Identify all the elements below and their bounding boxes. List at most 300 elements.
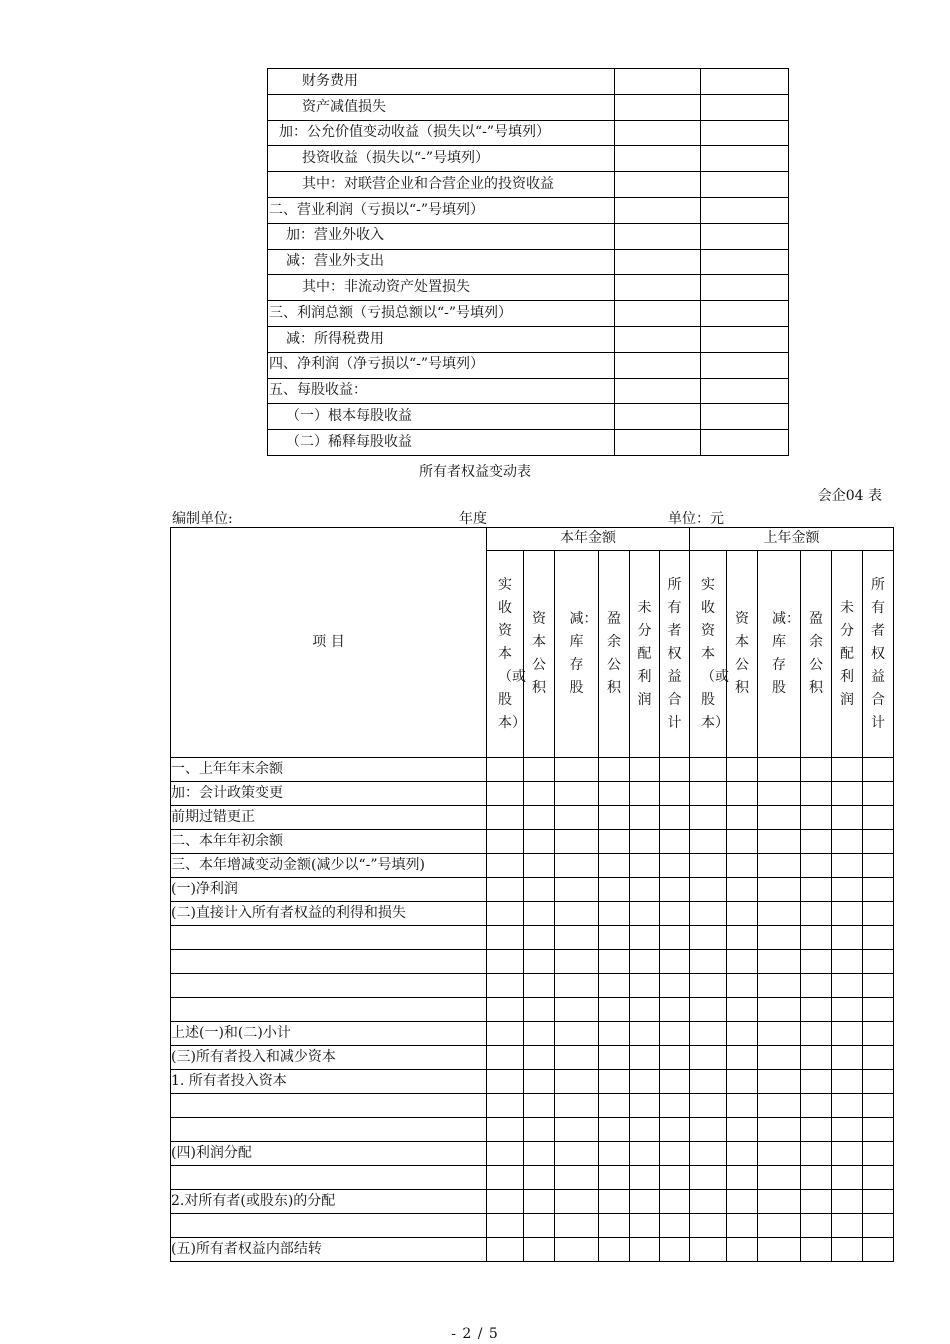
equity-value-cell [758,926,801,950]
subheader-label: 所有者权益合计 [667,576,682,731]
equity-value-cell [863,854,894,878]
equity-value-cell [801,1046,832,1070]
equity-value-cell [555,1118,599,1142]
equity-value-cell [599,854,630,878]
equity-value-cell [599,806,630,830]
equity-value-cell [690,1118,727,1142]
equity-row-label [171,998,487,1022]
equity-value-cell [524,974,555,998]
equity-value-cell [727,782,758,806]
income-row [268,146,789,172]
equity-value-cell [630,878,660,902]
current-year-group-header: 本年金额 [487,528,690,551]
income-prior-cell [701,301,789,327]
income-row [268,326,789,352]
equity-row [171,974,894,998]
equity-value-cell [863,878,894,902]
equity-value-cell [863,806,894,830]
equity-value-cell [524,1214,555,1238]
equity-value-cell [727,1094,758,1118]
equity-value-cell [660,998,690,1022]
equity-value-cell [660,902,690,926]
prior-subheader-5 [863,551,894,758]
equity-value-cell [599,1166,630,1190]
equity-value-cell [555,1022,599,1046]
equity-value-cell [660,1166,690,1190]
equity-value-cell [801,1142,832,1166]
equity-value-cell [487,1070,524,1094]
equity-value-cell [758,1070,801,1094]
equity-row-label: (二)直接计入所有者权益的利得和损失 [171,902,487,926]
equity-value-cell [524,1166,555,1190]
income-current-cell [615,172,701,198]
income-row [268,69,789,95]
equity-value-cell [487,878,524,902]
unit-label: 单位：元 [668,511,724,527]
equity-value-cell [487,926,524,950]
equity-value-cell [801,878,832,902]
income-row-label: 加：营业外收入 [268,223,615,249]
equity-value-cell [555,1070,599,1094]
equity-value-cell [524,830,555,854]
equity-value-cell [690,950,727,974]
income-current-cell [615,94,701,120]
equity-value-cell [524,878,555,902]
equity-value-cell [599,1046,630,1070]
equity-value-cell [690,1022,727,1046]
equity-value-cell [801,1166,832,1190]
equity-value-cell [727,758,758,782]
equity-value-cell [690,878,727,902]
equity-row [171,830,894,854]
income-prior-cell [701,197,789,223]
equity-value-cell [727,1214,758,1238]
equity-row [171,1214,894,1238]
equity-row-label [171,1094,487,1118]
equity-value-cell [630,998,660,1022]
equity-value-cell [660,926,690,950]
income-row [268,223,789,249]
income-current-cell [615,146,701,172]
equity-value-cell [660,782,690,806]
equity-value-cell [863,1142,894,1166]
equity-value-cell [630,1238,660,1262]
equity-value-cell [524,782,555,806]
equity-value-cell [690,854,727,878]
equity-value-cell [555,854,599,878]
income-row-label: （一）根本每股收益 [268,404,615,430]
equity-value-cell [758,1214,801,1238]
equity-value-cell [487,998,524,1022]
prior-year-group-header: 上年金额 [690,528,894,551]
equity-value-cell [660,1118,690,1142]
equity-value-cell [832,998,863,1022]
equity-row-label [171,1214,487,1238]
equity-value-cell [555,998,599,1022]
equity-value-cell [599,998,630,1022]
income-current-cell [615,223,701,249]
subheader-label: 未分配利润 [637,599,652,708]
equity-value-cell [487,758,524,782]
equity-value-cell [801,902,832,926]
equity-value-cell [555,1190,599,1214]
equity-row [171,1022,894,1046]
equity-value-cell [758,1022,801,1046]
subheader-label: 减：库存股 [772,611,800,696]
income-current-cell [615,69,701,95]
equity-value-cell [690,806,727,830]
equity-value-cell [599,1022,630,1046]
equity-value-cell [487,830,524,854]
equity-value-cell [599,1142,630,1166]
equity-value-cell [758,1094,801,1118]
equity-row [171,1166,894,1190]
equity-value-cell [801,1238,832,1262]
income-row [268,301,789,327]
equity-value-cell [487,1190,524,1214]
equity-value-cell [758,806,801,830]
equity-value-cell [599,926,630,950]
equity-value-cell [758,950,801,974]
equity-value-cell [660,806,690,830]
equity-row-label: 一、上年年末余额 [171,758,487,782]
equity-value-cell [524,1118,555,1142]
equity-row-label: 上述(一)和(二)小计 [171,1022,487,1046]
equity-value-cell [863,1094,894,1118]
subheader-label: 资本公积 [735,611,749,696]
equity-value-cell [863,1238,894,1262]
equity-value-cell [487,1022,524,1046]
income-row [268,94,789,120]
equity-value-cell [487,974,524,998]
equity-value-cell [599,902,630,926]
income-prior-cell [701,430,789,456]
equity-value-cell [599,758,630,782]
equity-value-cell [660,1238,690,1262]
equity-value-cell [832,974,863,998]
income-row [268,249,789,275]
equity-value-cell [727,926,758,950]
equity-value-cell [555,806,599,830]
equity-value-cell [801,974,832,998]
equity-value-cell [599,878,630,902]
equity-value-cell [832,902,863,926]
equity-value-cell [801,998,832,1022]
equity-row [171,878,894,902]
equity-value-cell [660,974,690,998]
income-prior-cell [701,275,789,301]
equity-value-cell [555,926,599,950]
equity-value-cell [599,1190,630,1214]
equity-value-cell [630,758,660,782]
equity-value-cell [524,758,555,782]
equity-row-label: 三、本年增减变动金额(减少以“-”号填列) [171,854,487,878]
income-prior-cell [701,146,789,172]
current-subheader-2 [555,551,599,758]
equity-value-cell [690,1094,727,1118]
equity-value-cell [801,830,832,854]
equity-row [171,1070,894,1094]
equity-value-cell [832,1118,863,1142]
prepared-by-label: 编制单位: [172,511,233,527]
subheader-label: 盈余公积 [607,611,621,696]
equity-value-cell [832,950,863,974]
prior-subheader-1 [727,551,758,758]
equity-row [171,998,894,1022]
income-row-label: 减：所得税费用 [268,326,615,352]
equity-row-label: (五)所有者权益内部结转 [171,1238,487,1262]
equity-value-cell [727,902,758,926]
equity-value-cell [863,974,894,998]
equity-value-cell [690,1142,727,1166]
equity-value-cell [555,1142,599,1166]
equity-value-cell [555,950,599,974]
equity-value-cell [863,1046,894,1070]
equity-value-cell [630,950,660,974]
equity-value-cell [630,782,660,806]
equity-row-label [171,1118,487,1142]
equity-value-cell [801,1214,832,1238]
income-row-label: 其中：对联营企业和合营企业的投资收益 [268,172,615,198]
equity-value-cell [832,758,863,782]
equity-value-cell [727,806,758,830]
equity-value-cell [863,998,894,1022]
current-subheader-0 [487,551,524,758]
income-row-label: 五、每股收益： [268,378,615,404]
equity-value-cell [524,1094,555,1118]
equity-value-cell [487,1166,524,1190]
equity-value-cell [727,1022,758,1046]
equity-value-cell [727,998,758,1022]
subheader-label: 资本公积 [532,611,546,696]
equity-value-cell [863,1214,894,1238]
income-prior-cell [701,404,789,430]
equity-value-cell [832,1214,863,1238]
equity-value-cell [524,902,555,926]
equity-value-cell [801,782,832,806]
equity-value-cell [524,1238,555,1262]
equity-value-cell [487,1046,524,1070]
equity-value-cell [524,1070,555,1094]
equity-value-cell [524,854,555,878]
current-subheader-3 [599,551,630,758]
income-current-cell [615,378,701,404]
equity-value-cell [555,902,599,926]
equity-value-cell [801,1094,832,1118]
equity-row [171,1190,894,1214]
equity-value-cell [630,854,660,878]
equity-value-cell [832,1190,863,1214]
equity-value-cell [690,926,727,950]
equity-value-cell [727,1118,758,1142]
income-current-cell [615,404,701,430]
subheader-label: 盈余公积 [809,611,823,696]
equity-value-cell [863,1070,894,1094]
equity-value-cell [524,1190,555,1214]
equity-value-cell [630,902,660,926]
equity-value-cell [758,1190,801,1214]
equity-value-cell [727,974,758,998]
equity-value-cell [660,1070,690,1094]
equity-row [171,758,894,782]
equity-row [171,782,894,806]
income-row-label: 减：营业外支出 [268,249,615,275]
equity-value-cell [832,806,863,830]
income-row-label: 四、净利润（净亏损以“-”号填列） [268,352,615,378]
equity-value-cell [832,1166,863,1190]
equity-value-cell [555,758,599,782]
equity-value-cell [660,1046,690,1070]
equity-row [171,1238,894,1262]
equity-row [171,950,894,974]
equity-value-cell [487,1118,524,1142]
equity-row [171,926,894,950]
income-prior-cell [701,94,789,120]
equity-value-cell [630,806,660,830]
subheader-label: 实收资本（或股本） [701,576,729,731]
equity-value-cell [690,1214,727,1238]
current-subheader-5 [660,551,690,758]
income-row [268,120,789,146]
equity-value-cell [599,1070,630,1094]
equity-row [171,1094,894,1118]
income-row [268,404,789,430]
equity-value-cell [599,1118,630,1142]
income-current-cell [615,120,701,146]
equity-value-cell [660,758,690,782]
equity-value-cell [524,806,555,830]
equity-value-cell [758,974,801,998]
equity-value-cell [630,1070,660,1094]
income-row [268,378,789,404]
equity-value-cell [524,1046,555,1070]
equity-value-cell [832,782,863,806]
income-row-label: 加：公允价值变动收益（损失以“-”号填列） [268,120,615,146]
income-prior-cell [701,378,789,404]
equity-value-cell [487,806,524,830]
equity-value-cell [487,950,524,974]
equity-value-cell [832,854,863,878]
equity-value-cell [863,926,894,950]
equity-value-cell [863,758,894,782]
equity-value-cell [487,902,524,926]
equity-value-cell [690,998,727,1022]
equity-value-cell [555,1094,599,1118]
equity-value-cell [630,1094,660,1118]
equity-value-cell [630,926,660,950]
income-row-label: 三、利润总额（亏损总额以“-”号填列） [268,301,615,327]
equity-value-cell [599,1094,630,1118]
income-current-cell [615,249,701,275]
equity-value-cell [555,1238,599,1262]
income-prior-cell [701,326,789,352]
equity-row-label: 前期过错更正 [171,806,487,830]
equity-value-cell [630,830,660,854]
equity-row-label: (四)利润分配 [171,1142,487,1166]
equity-value-cell [801,1190,832,1214]
income-row-label: （二）稀释每股收益 [268,430,615,456]
equity-value-cell [690,830,727,854]
equity-value-cell [727,1070,758,1094]
equity-value-cell [630,1022,660,1046]
equity-value-cell [758,878,801,902]
equity-value-cell [758,854,801,878]
equity-value-cell [555,878,599,902]
subheader-label: 减：库存股 [569,611,598,696]
equity-value-cell [863,902,894,926]
equity-value-cell [758,998,801,1022]
income-row [268,352,789,378]
income-row-label: 其中：非流动资产处置损失 [268,275,615,301]
income-prior-cell [701,223,789,249]
equity-row [171,1118,894,1142]
income-row [268,430,789,456]
prior-subheader-2 [758,551,801,758]
equity-value-cell [690,1190,727,1214]
income-row [268,172,789,198]
equity-value-cell [727,854,758,878]
income-row-label: 投资收益（损失以“-”号填列） [268,146,615,172]
income-row-label: 资产减值损失 [268,94,615,120]
equity-value-cell [524,950,555,974]
equity-value-cell [690,782,727,806]
equity-value-cell [758,902,801,926]
current-subheader-1 [524,551,555,758]
equity-value-cell [487,1142,524,1166]
equity-row-label [171,974,487,998]
equity-value-cell [690,1238,727,1262]
income-prior-cell [701,69,789,95]
equity-value-cell [690,1046,727,1070]
equity-value-cell [832,1070,863,1094]
equity-value-cell [487,782,524,806]
equity-value-cell [832,926,863,950]
equity-row-label: 2.对所有者(或股东)的分配 [171,1190,487,1214]
equity-row-label: 二、本年年初余额 [171,830,487,854]
equity-value-cell [727,878,758,902]
income-current-cell [615,275,701,301]
equity-value-cell [863,950,894,974]
income-current-cell [615,301,701,327]
equity-value-cell [660,1022,690,1046]
equity-row-label [171,926,487,950]
equity-value-cell [758,1046,801,1070]
income-prior-cell [701,120,789,146]
equity-value-cell [863,1022,894,1046]
equity-value-cell [801,758,832,782]
equity-value-cell [832,1094,863,1118]
subheader-label: 所有者权益合计 [871,576,885,731]
equity-value-cell [727,1046,758,1070]
equity-value-cell [599,782,630,806]
equity-row-label [171,1166,487,1190]
equity-value-cell [524,1142,555,1166]
equity-value-cell [727,1142,758,1166]
equity-value-cell [660,878,690,902]
equity-value-cell [832,830,863,854]
equity-value-cell [832,1022,863,1046]
equity-value-cell [660,1094,690,1118]
equity-value-cell [863,1118,894,1142]
equity-value-cell [630,1190,660,1214]
income-prior-cell [701,172,789,198]
equity-value-cell [630,1118,660,1142]
equity-value-cell [863,1190,894,1214]
equity-changes-table [170,527,894,1262]
income-row [268,275,789,301]
equity-row [171,1142,894,1166]
equity-value-cell [758,1142,801,1166]
